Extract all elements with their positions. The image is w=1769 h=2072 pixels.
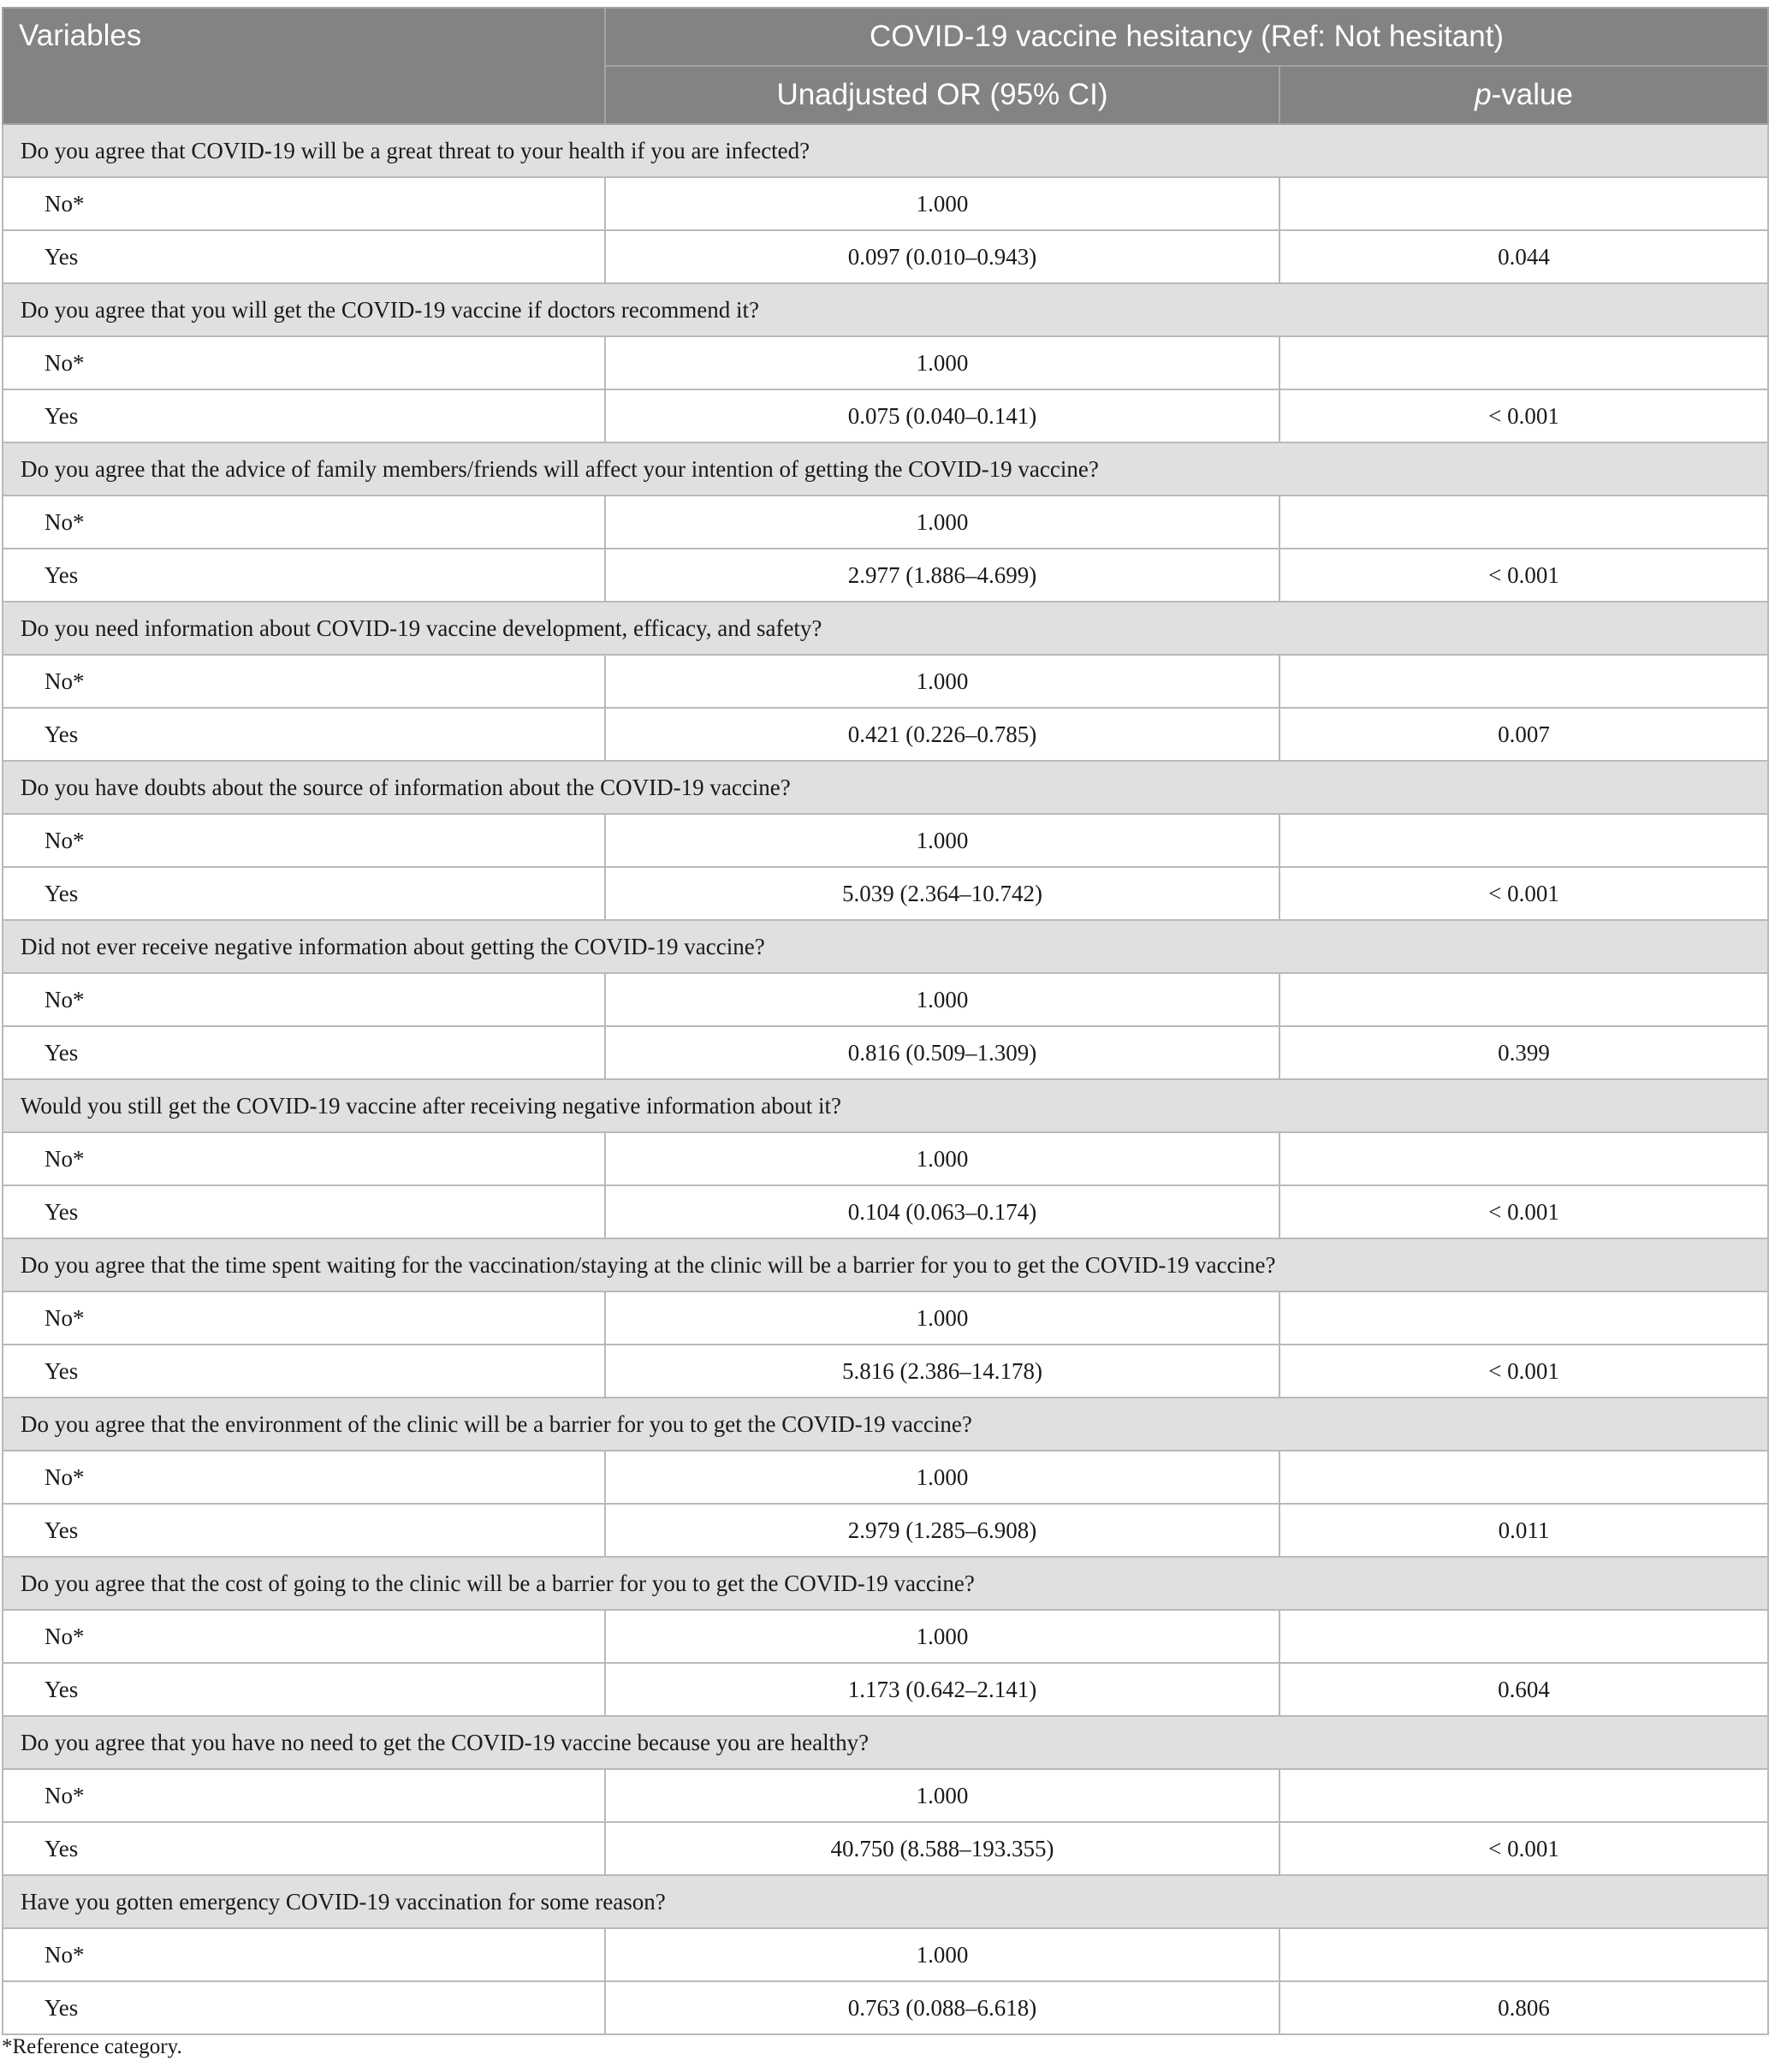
odds-ratio-cell: 1.000: [605, 1132, 1279, 1185]
table-row: [3, 708, 1768, 761]
category-cell: Yes: [3, 867, 605, 920]
question-row: [3, 124, 1768, 177]
p-value-header-suffix: -value: [1491, 78, 1573, 111]
p-value-header: [1279, 66, 1768, 124]
table-row: [3, 1769, 1768, 1822]
p-value-cell: [1279, 1291, 1768, 1345]
category-cell: No*: [3, 1132, 605, 1185]
p-value-cell: [1279, 655, 1768, 708]
category-cell: No*: [3, 336, 605, 389]
odds-ratio-cell: 0.421 (0.226–0.785): [605, 708, 1279, 761]
table-row: [3, 814, 1768, 867]
table-row: [3, 1610, 1768, 1663]
category-cell: Yes: [3, 1026, 605, 1079]
p-value-cell: 0.044: [1279, 230, 1768, 283]
p-value-cell: [1279, 1769, 1768, 1822]
table-row: [3, 1981, 1768, 2034]
category-cell: No*: [3, 1451, 605, 1504]
question-row: [3, 1398, 1768, 1451]
table-row: [3, 496, 1768, 549]
question-text: Do you agree that the cost of going to the clinic will be a barrier for you to get the COVID-19 vaccine?: [3, 1557, 1768, 1610]
p-value-cell: [1279, 1132, 1768, 1185]
question-row: [3, 442, 1768, 496]
table-row: [3, 389, 1768, 442]
table-row: [3, 973, 1768, 1026]
question-row: [3, 283, 1768, 336]
question-text: Do you agree that COVID-19 will be a great threat to your health if you are infected?: [3, 124, 1768, 177]
category-cell: Yes: [3, 1504, 605, 1557]
odds-ratio-cell: 1.000: [605, 814, 1279, 867]
table-row: [3, 1822, 1768, 1875]
p-value-header-italic: p: [1475, 78, 1492, 111]
category-cell: Yes: [3, 1185, 605, 1238]
question-text: Do you agree that the environment of the clinic will be a barrier for you to get the COVID-19 vaccine?: [3, 1398, 1768, 1451]
odds-ratio-cell: 40.750 (8.588–193.355): [605, 1822, 1279, 1875]
category-cell: No*: [3, 496, 605, 549]
odds-ratio-cell: 0.104 (0.063–0.174): [605, 1185, 1279, 1238]
p-value-cell: 0.604: [1279, 1663, 1768, 1716]
odds-ratio-cell: 1.000: [605, 1928, 1279, 1981]
footnote: *Reference category.: [2, 2035, 182, 2058]
category-cell: Yes: [3, 1663, 605, 1716]
odds-ratio-cell: 5.039 (2.364–10.742): [605, 867, 1279, 920]
odds-ratio-cell: 1.000: [605, 973, 1279, 1026]
category-cell: No*: [3, 1610, 605, 1663]
p-value-cell: < 0.001: [1279, 867, 1768, 920]
p-value-cell: 0.007: [1279, 708, 1768, 761]
table-row: [3, 1345, 1768, 1398]
question-row: [3, 602, 1768, 655]
odds-ratio-cell: 1.173 (0.642–2.141): [605, 1663, 1279, 1716]
odds-ratio-cell: 1.000: [605, 1610, 1279, 1663]
p-value-cell: [1279, 1928, 1768, 1981]
odds-ratio-cell: 2.979 (1.285–6.908): [605, 1504, 1279, 1557]
p-value-cell: < 0.001: [1279, 1345, 1768, 1398]
category-cell: Yes: [3, 230, 605, 283]
p-value-cell: [1279, 496, 1768, 549]
p-value-cell: [1279, 814, 1768, 867]
category-cell: Yes: [3, 708, 605, 761]
table-row: [3, 549, 1768, 602]
odds-ratio-cell: 1.000: [605, 177, 1279, 230]
category-cell: Yes: [3, 549, 605, 602]
header-row-1: [3, 8, 1768, 66]
question-text: Did not ever receive negative information about getting the COVID-19 vaccine?: [3, 920, 1768, 973]
table-row: [3, 1928, 1768, 1981]
question-row: [3, 1875, 1768, 1928]
p-value-cell: [1279, 177, 1768, 230]
p-value-cell: < 0.001: [1279, 1185, 1768, 1238]
question-text: Do you agree that you have no need to get the COVID-19 vaccine because you are healthy?: [3, 1716, 1768, 1769]
p-value-cell: < 0.001: [1279, 549, 1768, 602]
odds-ratio-cell: 2.977 (1.886–4.699): [605, 549, 1279, 602]
table-row: [3, 1291, 1768, 1345]
variables-header: Variables: [3, 8, 605, 124]
question-row: [3, 1238, 1768, 1291]
table-row: [3, 1026, 1768, 1079]
odds-ratio-cell: 1.000: [605, 496, 1279, 549]
odds-ratio-cell: 0.097 (0.010–0.943): [605, 230, 1279, 283]
or-header: Unadjusted OR (95% CI): [605, 66, 1279, 124]
question-text: Do you agree that you will get the COVID-19 vaccine if doctors recommend it?: [3, 283, 1768, 336]
p-value-cell: < 0.001: [1279, 1822, 1768, 1875]
category-cell: No*: [3, 973, 605, 1026]
question-row: [3, 1079, 1768, 1132]
odds-ratio-cell: 1.000: [605, 1451, 1279, 1504]
question-text: Do you agree that the time spent waiting for the vaccination/staying at the clinic will be a barrier for you to get the COVID-19 vaccine?: [3, 1238, 1768, 1291]
question-row: [3, 1557, 1768, 1610]
question-text: Do you agree that the advice of family members/friends will affect your intention of getting the COVID-19 vaccine?: [3, 442, 1768, 496]
category-cell: No*: [3, 1928, 605, 1981]
p-value-cell: 0.399: [1279, 1026, 1768, 1079]
table-row: [3, 1132, 1768, 1185]
table-row: [3, 177, 1768, 230]
odds-ratio-cell: 0.075 (0.040–0.141): [605, 389, 1279, 442]
table-row: [3, 1504, 1768, 1557]
table-body: [3, 124, 1768, 2034]
p-value-cell: [1279, 336, 1768, 389]
group-header: COVID-19 vaccine hesitancy (Ref: Not hesitant): [605, 8, 1768, 66]
question-text: Do you have doubts about the source of information about the COVID-19 vaccine?: [3, 761, 1768, 814]
category-cell: No*: [3, 1291, 605, 1345]
category-cell: Yes: [3, 1981, 605, 2034]
question-row: [3, 761, 1768, 814]
odds-ratio-cell: 0.763 (0.088–6.618): [605, 1981, 1279, 2034]
p-value-cell: [1279, 1610, 1768, 1663]
table-row: [3, 336, 1768, 389]
table-row: [3, 1663, 1768, 1716]
question-row: [3, 920, 1768, 973]
table-row: [3, 655, 1768, 708]
category-cell: No*: [3, 1769, 605, 1822]
odds-ratio-cell: 1.000: [605, 1769, 1279, 1822]
table-row: [3, 1451, 1768, 1504]
odds-ratio-table: [2, 7, 1769, 2035]
p-value-cell: < 0.001: [1279, 389, 1768, 442]
p-value-cell: 0.806: [1279, 1981, 1768, 2034]
table-row: [3, 1185, 1768, 1238]
p-value-cell: [1279, 1451, 1768, 1504]
odds-ratio-cell: 5.816 (2.386–14.178): [605, 1345, 1279, 1398]
category-cell: No*: [3, 814, 605, 867]
p-value-cell: 0.011: [1279, 1504, 1768, 1557]
odds-ratio-cell: 0.816 (0.509–1.309): [605, 1026, 1279, 1079]
p-value-cell: [1279, 973, 1768, 1026]
category-cell: Yes: [3, 1822, 605, 1875]
category-cell: Yes: [3, 1345, 605, 1398]
category-cell: No*: [3, 177, 605, 230]
question-text: Have you gotten emergency COVID-19 vaccination for some reason?: [3, 1875, 1768, 1928]
question-text: Would you still get the COVID-19 vaccine after receiving negative information about it?: [3, 1079, 1768, 1132]
odds-ratio-cell: 1.000: [605, 655, 1279, 708]
category-cell: Yes: [3, 389, 605, 442]
question-row: [3, 1716, 1768, 1769]
question-text: Do you need information about COVID-19 vaccine development, efficacy, and safety?: [3, 602, 1768, 655]
table-row: [3, 867, 1768, 920]
table-row: [3, 230, 1768, 283]
odds-ratio-cell: 1.000: [605, 1291, 1279, 1345]
odds-ratio-cell: 1.000: [605, 336, 1279, 389]
category-cell: No*: [3, 655, 605, 708]
